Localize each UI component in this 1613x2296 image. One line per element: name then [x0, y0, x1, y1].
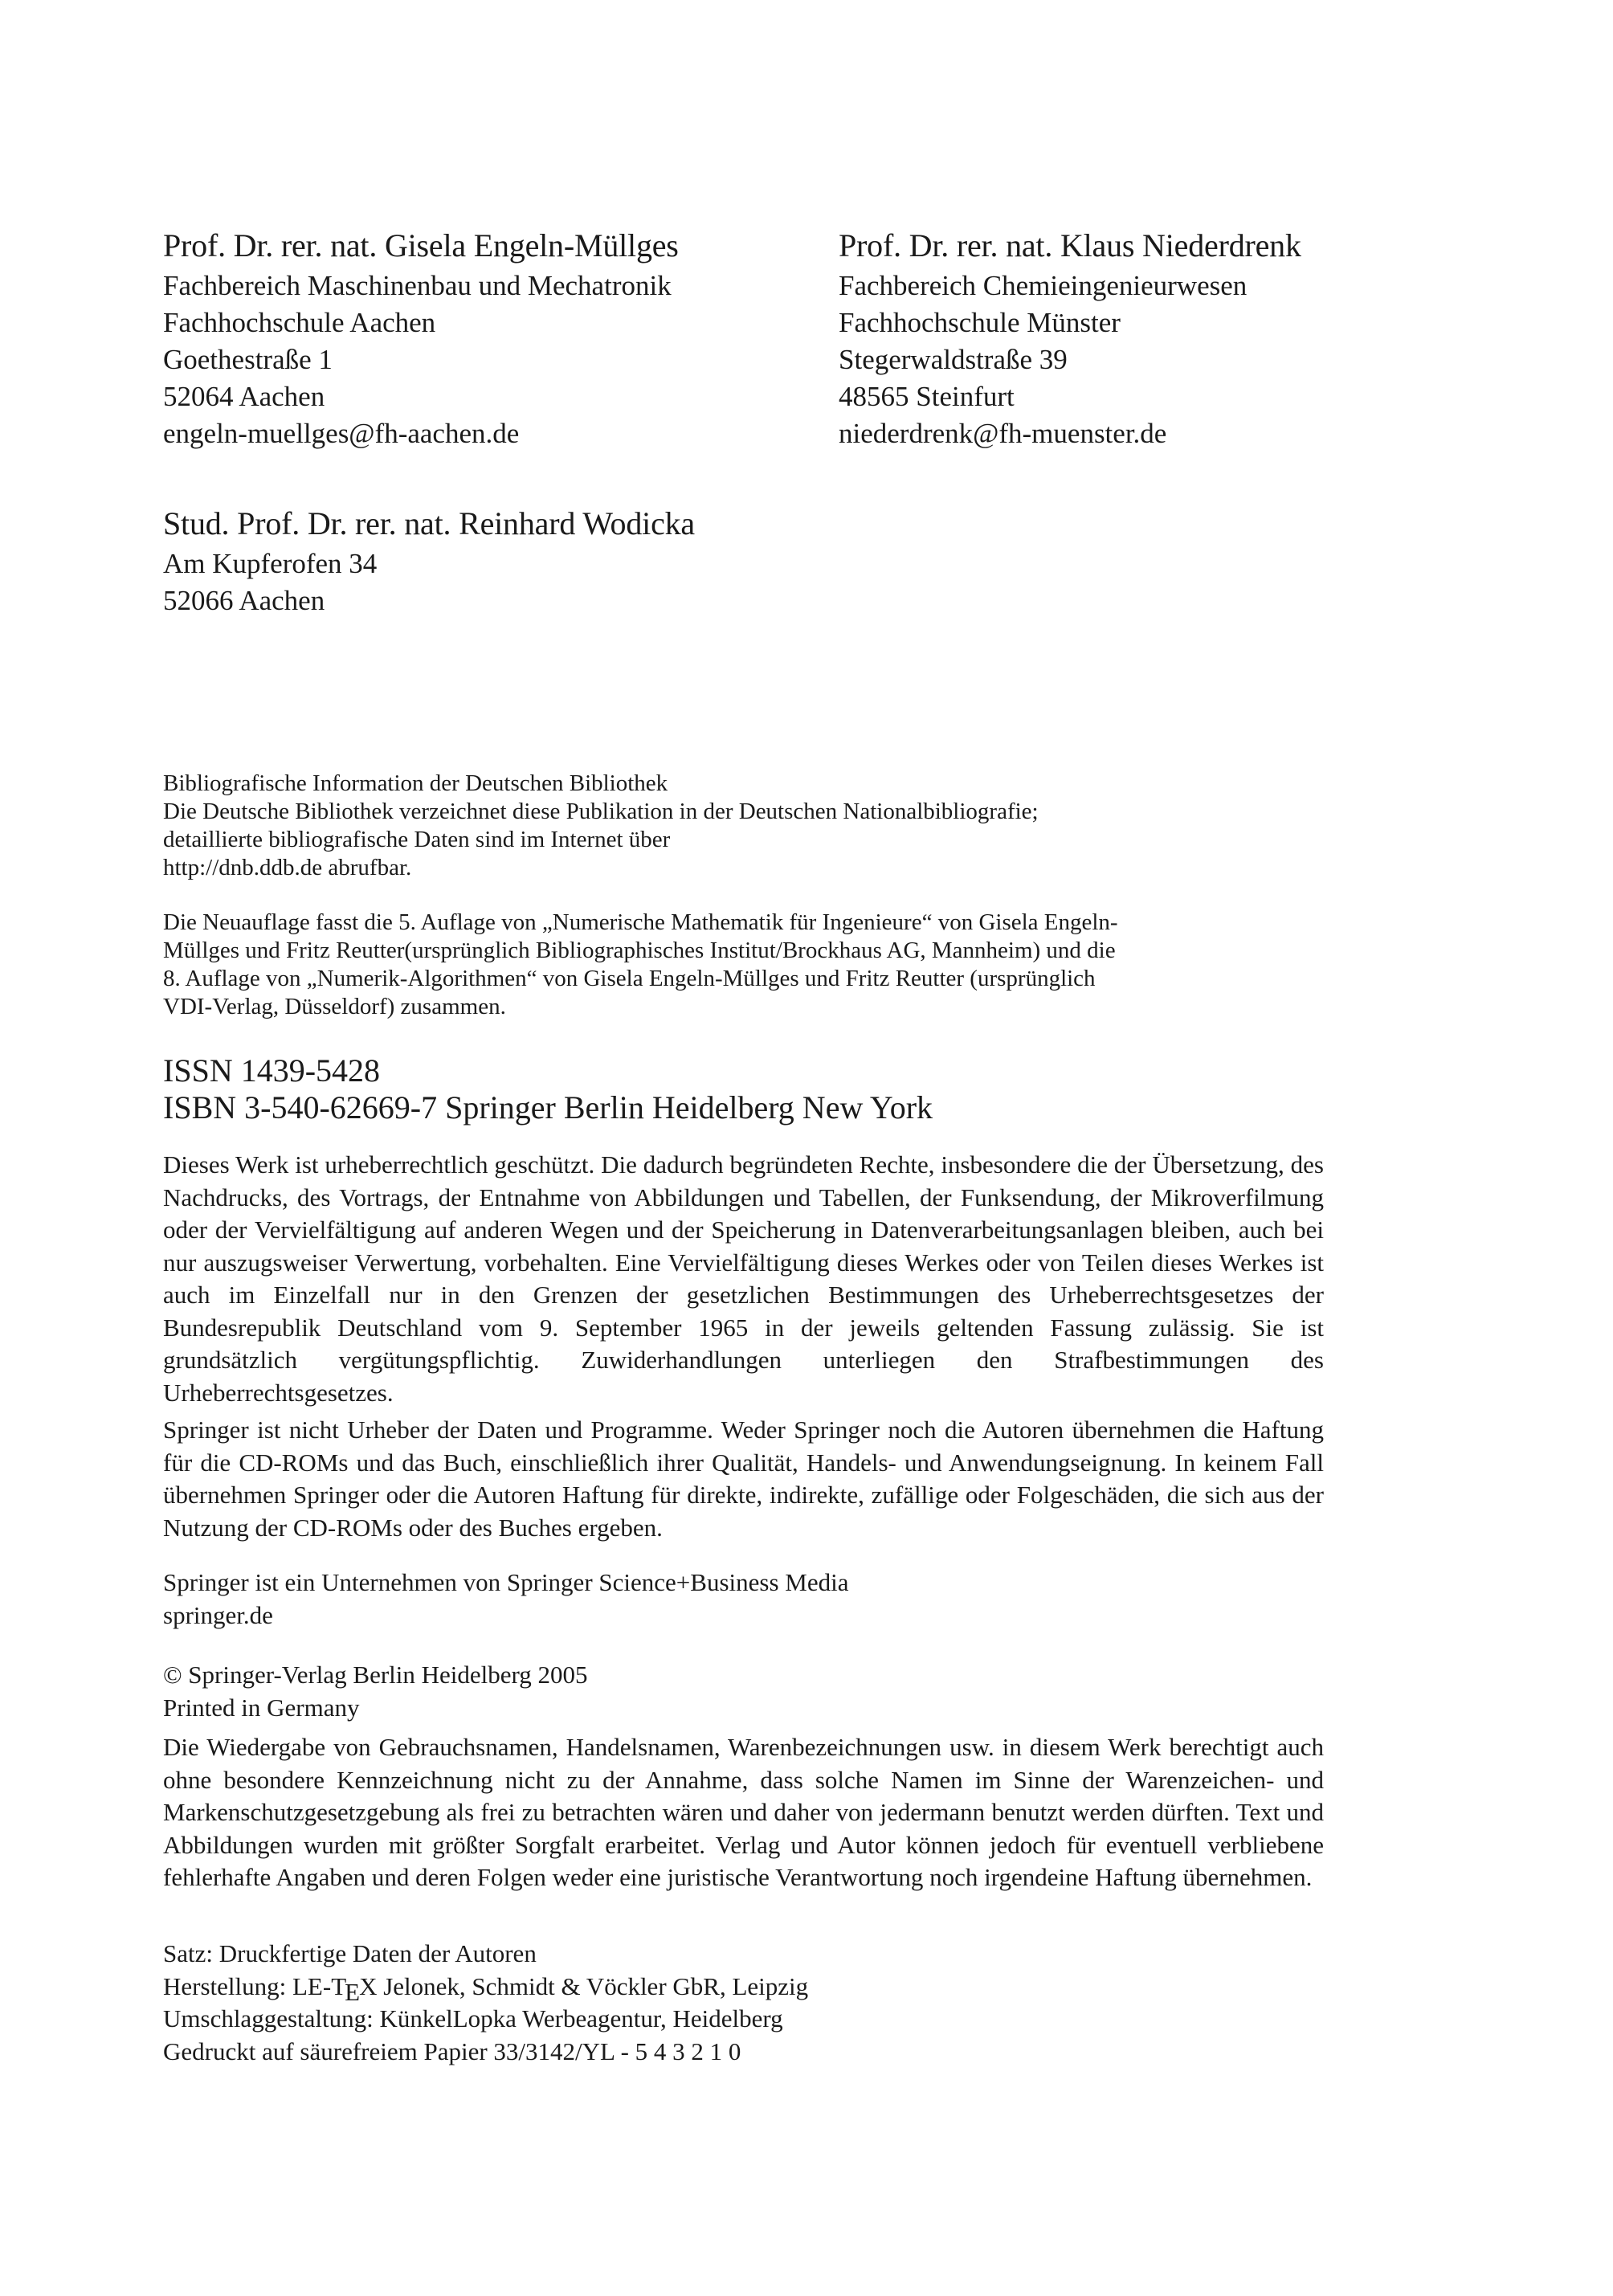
issn: ISSN 1439-5428 [163, 1052, 381, 1089]
publisher-info [163, 1567, 1324, 1632]
typesetting-line: Satz: Druckfertige Daten der Autoren [163, 1939, 537, 1967]
tex-e-letter: E [345, 1977, 361, 2006]
author-institution: Fachhochschule Münster [839, 307, 1121, 338]
author-name: Stud. Prof. Dr. rer. nat. Reinhard Wodicka [163, 505, 695, 541]
bibliographic-information [163, 770, 1324, 882]
author-address-engeln-muellges [163, 227, 679, 452]
production-prefix: Herstellung: LE-T [163, 1971, 347, 2000]
isbn: ISBN 3-540-62669-7 Springer Berlin Heidelberg New York [163, 1089, 933, 1126]
copyright-paragraph: Dieses Werk ist urheberrechtlich geschützt. Die dadurch begründeten Rechte, insbesondere die der Übersetzung, des Nachdrucks, des Vortrags, der Entnahme von Abbildungen und Tabellen, der Funksendung, der Mikroverfilmung oder der Vervielfältigung auf anderen Wegen und der Speicherung in Datenverarbeitungsanlagen bleiben, auch bei nur auszugsweiser Verwertung, vorbehalten. Eine Vervielfältigung dieses Werkes oder von Teilen dieses Werkes ist auch im Einzelfall nur in den Grenzen der gesetzlichen Bestimmungen des Urheberrechtsgesetzes der Bundesrepublik Deutschland vom 9. September 1965 in der jeweils geltenden Fassung zulässig. Sie ist grundsätzlich vergütungspflichtig. Zuwiderhandlungen unterliegen den Strafbestimmungen des Urheberrechtsgesetzes. [163, 1150, 1324, 1407]
edition-note [163, 909, 1324, 1021]
author-city: 48565 Steinfurt [839, 381, 1015, 412]
author-department: Fachbereich Chemieingenieurwesen [839, 270, 1248, 301]
edition-line: Müllges und Fritz Reutter(ursprünglich Bibliographisches Institut/Brockhaus AG, Mannheim) und die [163, 938, 1116, 963]
bib-heading: Bibliografische Information der Deutschen Bibliothek [163, 770, 668, 796]
copyright-line: © Springer-Verlag Berlin Heidelberg 2005 [163, 1661, 588, 1689]
author-institution: Fachhochschule Aachen [163, 307, 436, 338]
edition-line: 8. Auflage von „Numerik-Algorithmen“ von Gisela Engeln-Müllges und Fritz Reutter (ursprünglich [163, 966, 1096, 991]
production-line [163, 1971, 1324, 2004]
author-city: 52066 Aachen [163, 585, 325, 616]
author-name: Prof. Dr. rer. nat. Klaus Niederdrenk [839, 227, 1301, 264]
publisher-company-line: Springer ist ein Unternehmen von Springer Science+Business Media [163, 1568, 849, 1596]
trademark-paragraph: Die Wiedergabe von Gebrauchsnamen, Handelsnamen, Warenbezeichnungen usw. in diesem Werk berechtigt auch ohne besondere Kennzeichnung nicht zu der Annahme, dass solche Namen im Sinne der Warenzeichen- und Markenschutzgesetzgebung als frei zu betrachten wären und daher von jedermann benutzt werden dürften. Text und Abbildungen wurden mit größter Sorgfalt erarbeitet. Verlag und Autor können jedoch für eventuell verbliebene fehlerhafte Angaben und deren Folgen weder eine juristische Verantwortung noch irgendeine Haftung übernehmen. [163, 1733, 1324, 1891]
author-department: Fachbereich Maschinenbau und Mechatronik [163, 270, 672, 301]
edition-line: Die Neuauflage fasst die 5. Auflage von „Numerische Mathematik für Ingenieure“ von Gisela Engeln- [163, 909, 1118, 935]
author-name: Prof. Dr. rer. nat. Gisela Engeln-Müllges [163, 227, 679, 264]
author-email: niederdrenk@fh-muenster.de [839, 418, 1167, 449]
author-city: 52064 Aachen [163, 381, 325, 412]
production-credits [163, 1938, 1324, 2068]
printed-in-line: Printed in Germany [163, 1693, 360, 1722]
author-address-wodicka [163, 505, 695, 619]
publisher-website: springer.de [163, 1600, 273, 1629]
bib-url-line: http://dnb.ddb.de abrufbar. [163, 855, 412, 880]
printing-line: Gedruckt auf säurefreiem Papier 33/3142/YL - 5 4 3 2 1 0 [163, 2037, 741, 2065]
author-street: Goethestraße 1 [163, 344, 333, 375]
copyright-notice [163, 1659, 1324, 1724]
production-suffix: X Jelonek, Schmidt & Vöckler GbR, Leipzig [359, 1971, 809, 2000]
bib-line: detaillierte bibliografische Daten sind im Internet über [163, 827, 671, 852]
cover-design-line: Umschlaggestaltung: KünkelLopka Werbeagentur, Heidelberg [163, 2004, 783, 2032]
author-street: Stegerwaldstraße 39 [839, 344, 1068, 375]
disclaimer-paragraph: Springer ist nicht Urheber der Daten und Programme. Weder Springer noch die Autoren übernehmen die Haftung für die CD-ROMs und das Buch, einschließlich ihrer Qualität, Handels- und Anwendungseignung. In keinem Fall übernehmen Springer oder die Autoren Haftung für direkte, indirekte, zufällige oder Folgeschäden, die sich aus der Nutzung der CD-ROMs oder des Buches ergeben. [163, 1416, 1324, 1542]
author-email: engeln-muellges@fh-aachen.de [163, 418, 520, 449]
author-address-niederdrenk [839, 227, 1301, 452]
identifiers [163, 1052, 1324, 1126]
bib-line: Die Deutsche Bibliothek verzeichnet diese Publikation in der Deutschen Nationalbibliografie; [163, 799, 1039, 824]
author-street: Am Kupferofen 34 [163, 548, 378, 579]
edition-line: VDI-Verlag, Düsseldorf) zusammen. [163, 994, 506, 1019]
